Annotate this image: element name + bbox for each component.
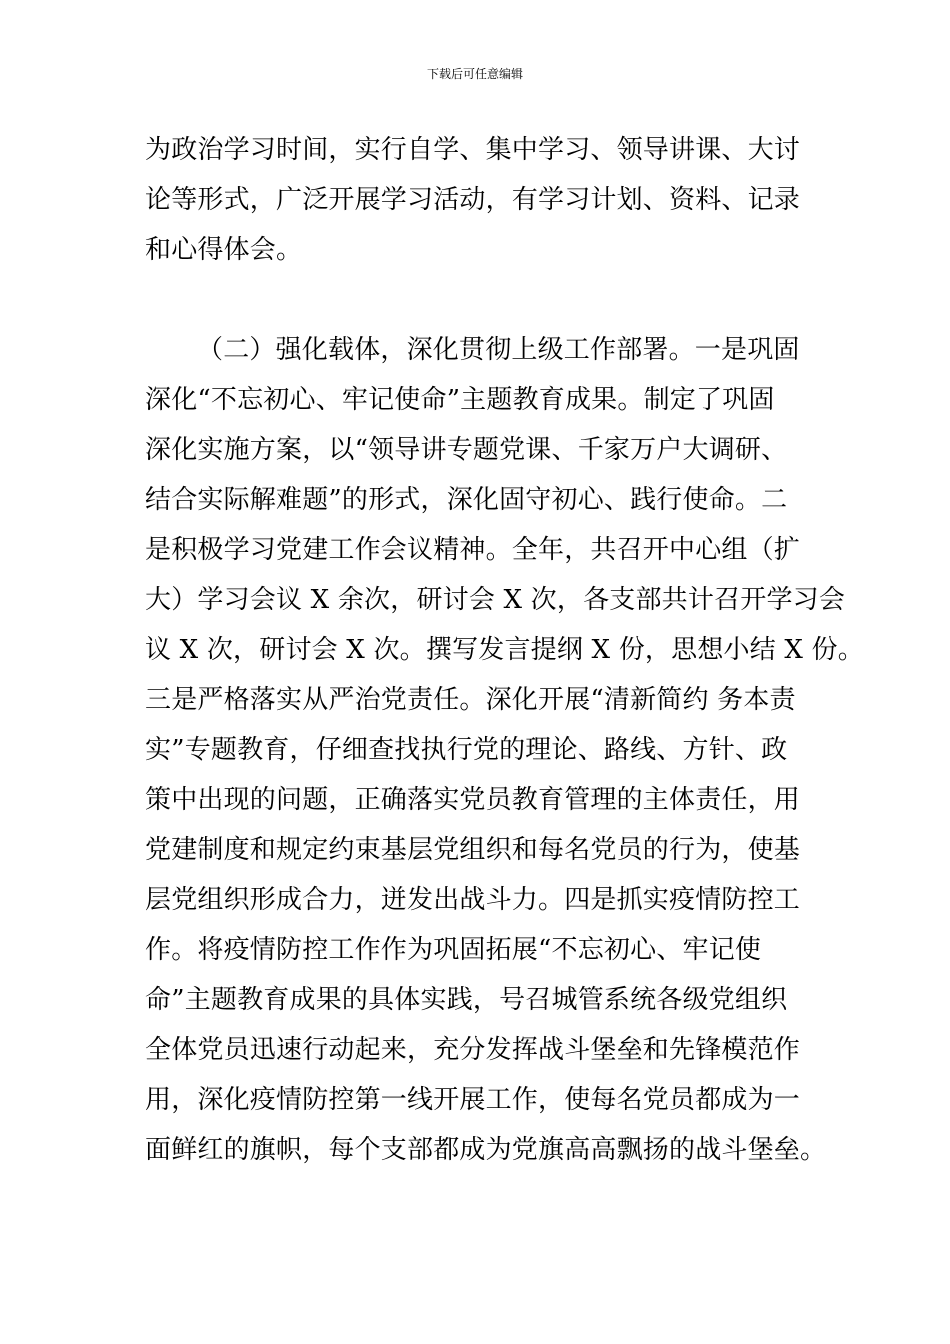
paragraph-line: 大）学习会议 X 余次，研讨会 X 次，各支部共计召开学习会 [145,585,846,615]
paragraph-line: 是积极学习党建工作会议精神。全年，共召开中心组（扩 [145,535,801,565]
paragraph-line: 党建制度和规定约束基层党组织和每名党员的行为，使基 [145,835,801,865]
paragraph-line: 深化实施方案，以“领导讲专题党课、千家万户大调研、 [145,435,788,465]
paragraph-line: 命”主题教育成果的具体实践，号召城管系统各级党组织 [145,985,788,1015]
paragraph-line: 实”专题教育，仔细查找执行党的理论、路线、方针、政 [145,735,788,765]
header-note: 下载后可任意编辑 [426,67,523,81]
paragraph-line: （二）强化载体，深化贯彻上级工作部署。一是巩固 [197,335,800,365]
paragraph-line: 结合实际解难题”的形式，深化固守初心、践行使命。二 [145,485,788,515]
paragraph-line: 用，深化疫情防控第一线开展工作，使每名党员都成为一 [145,1085,801,1115]
paragraph-line: 议 X 次，研讨会 X 次。撰写发言提纲 X 份，思想小结 X 份。 [145,635,864,665]
paragraph-line: 面鲜红的旗帜，每个支部都成为党旗高高飘扬的战斗堡垒。 [145,1135,827,1165]
paragraph-line: 深化“不忘初心、牢记使命”主题教育成果。制定了巩固 [145,385,775,415]
paragraph-line: 为政治学习时间，实行自学、集中学习、领导讲课、大讨 [145,135,801,165]
paragraph-line: 全体党员迅速行动起来，充分发挥战斗堡垒和先锋模范作 [145,1035,801,1065]
paragraph-line: 和心得体会。 [145,235,303,265]
paragraph-line: 策中出现的问题，正确落实党员教育管理的主体责任，用 [145,785,801,815]
paragraph-line: 三是严格落实从严治党责任。深化开展“清新简约 务本责 [145,685,796,715]
paragraph-line: 层党组织形成合力，迸发出战斗力。四是抓实疫情防控工 [145,885,801,915]
paragraph-line: 作。将疫情防控工作作为巩固拓展“不忘初心、牢记使 [145,935,762,965]
paragraph-line: 论等形式，广泛开展学习活动，有学习计划、资料、记录 [145,185,801,215]
